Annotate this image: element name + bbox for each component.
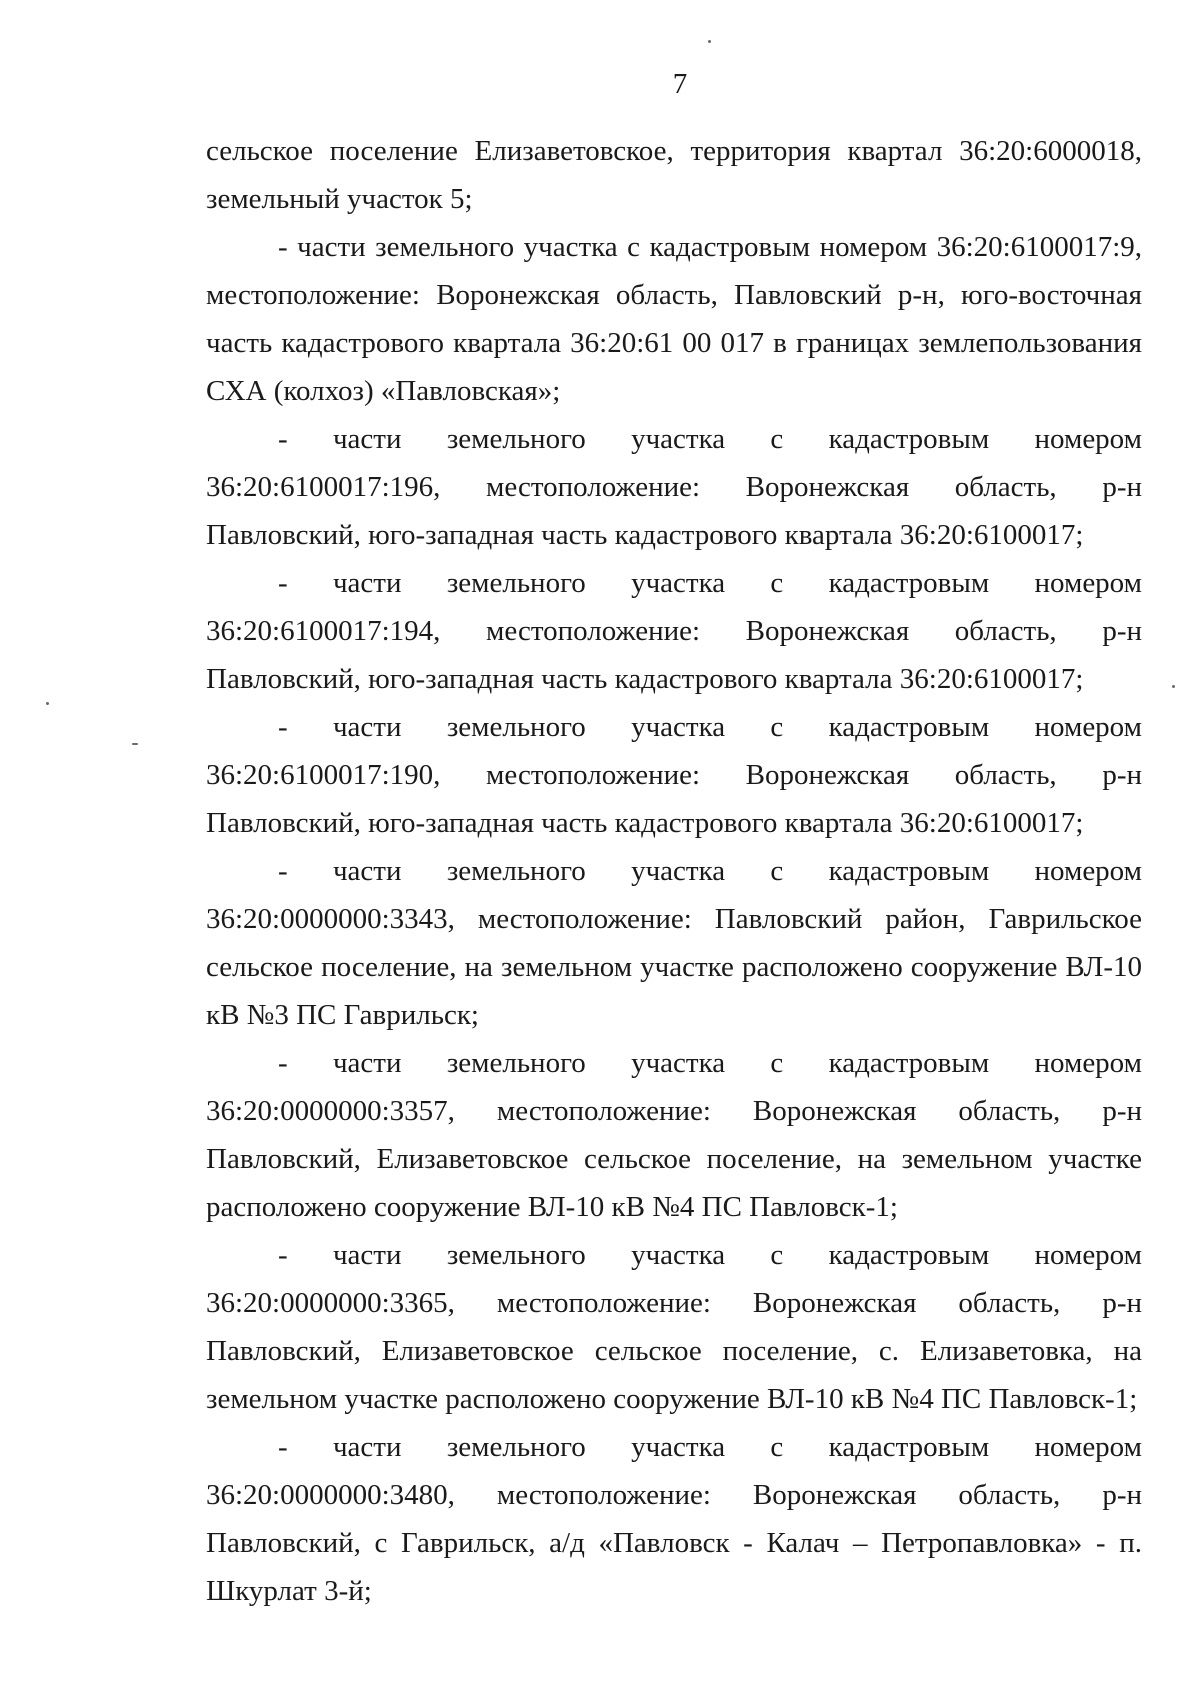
paragraph-land-plot-0000000-3343: - части земельного участка с кадастровым номером 36:20:0000000:3343, местоположение: Павловский район, Гаврильское сельское поселение, на земельном участке расположено сооружение ВЛ-10 кВ №3 ПС Гаврильск;: [206, 855, 1142, 1031]
scan-speck: [1172, 685, 1175, 688]
scan-speck: [132, 743, 138, 745]
paragraph-continuation: сельское поселение Елизаветовское, территория квартал 36:20:6000018, земельный участок 5;: [206, 135, 1142, 215]
paragraph-land-plot-0000000-3480: - части земельного участка с кадастровым номером 36:20:0000000:3480, местоположение: Воронежская область, р-н Павловский, с Гаврильск, а/д «Павловск - Калач – Петропавловка» - п. Шкурлат 3-й;: [206, 1431, 1142, 1607]
page-number: 7: [672, 68, 688, 100]
paragraph-land-plot-6100017-194: - части земельного участка с кадастровым номером 36:20:6100017:194, местоположение: Воронежская область, р-н Павловский, юго-западная часть кадастрового квартала 36:20:6100017;: [206, 567, 1142, 695]
document-body: [206, 127, 1142, 1615]
paragraph-land-plot-0000000-3357: - части земельного участка с кадастровым номером 36:20:0000000:3357, местоположение: Воронежская область, р-н Павловский, Елизаветовское сельское поселение, на земельном участке расположено сооружение ВЛ-10 кВ №4 ПС Павловск-1;: [206, 1047, 1142, 1223]
paragraph-land-plot-6100017-9: - части земельного участка с кадастровым номером 36:20:6100017:9, местоположение: Воронежская область, Павловский р-н, юго-восточная часть кадастрового квартала 36:20:61 00 017 в границах землепользования СХА (колхоз) «Павловская»;: [206, 231, 1142, 407]
paragraph-land-plot-0000000-3365: - части земельного участка с кадастровым номером 36:20:0000000:3365, местоположение: Воронежская область, р-н Павловский, Елизаветовское сельское поселение, с. Елизаветовка, на земельном участке расположено сооружение ВЛ-10 кВ №4 ПС Павловск-1;: [206, 1239, 1142, 1415]
paragraph-land-plot-6100017-190: - части земельного участка с кадастровым номером 36:20:6100017:190, местоположение: Воронежская область, р-н Павловский, юго-западная часть кадастрового квартала 36:20:6100017;: [206, 711, 1142, 839]
scan-speck: [46, 702, 49, 705]
scan-speck: [708, 40, 711, 43]
paragraph-land-plot-6100017-196: - части земельного участка с кадастровым номером 36:20:6100017:196, местоположение: Воронежская область, р-н Павловский, юго-западная часть кадастрового квартала 36:20:6100017;: [206, 423, 1142, 551]
